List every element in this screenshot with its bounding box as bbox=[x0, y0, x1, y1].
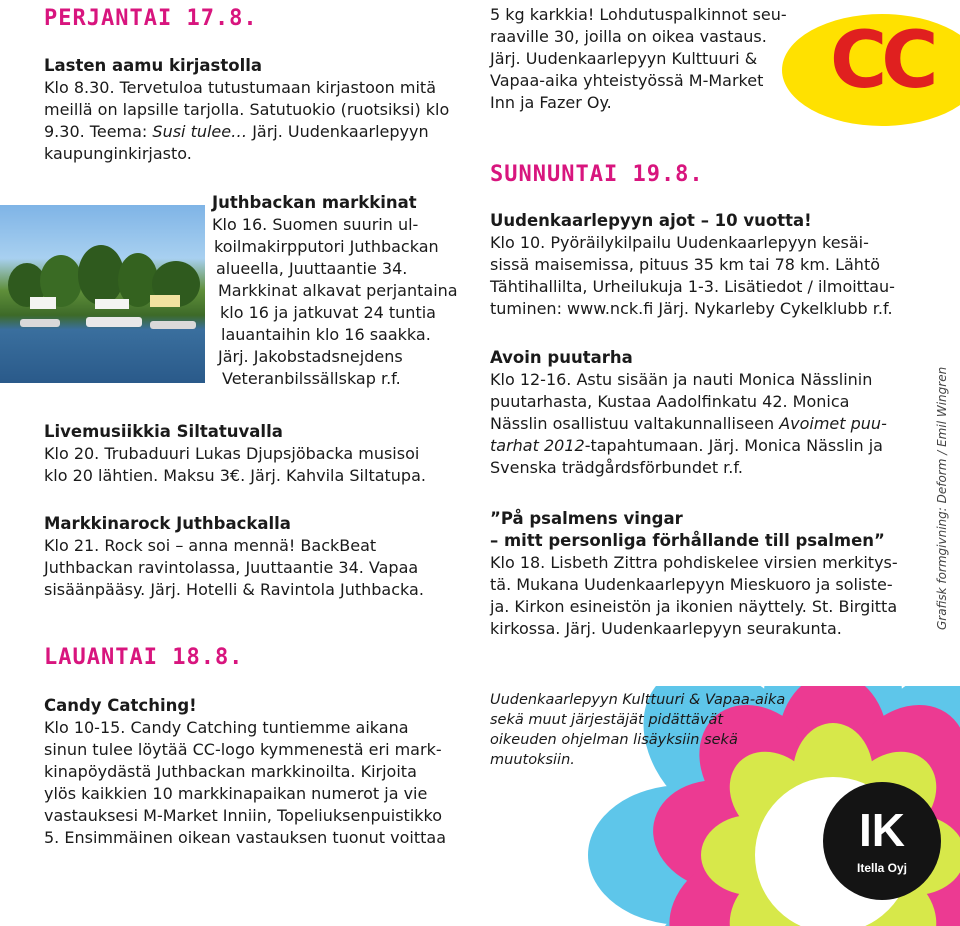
event-text-line: ja. Kirkon esineistön ja ikonien näyttely. St. Birgitta bbox=[490, 597, 898, 616]
event-text-line bbox=[44, 121, 464, 143]
event-avoin-puutarha bbox=[490, 347, 910, 479]
design-credit: Grafisk formgivning: Deform / Emil Wingren bbox=[935, 366, 949, 630]
event-title: ”På psalmens vingar bbox=[490, 509, 683, 528]
text-part: Nässlin osallistuu valtakunnalliseen bbox=[490, 414, 780, 433]
event-text-line: Inn ja Fazer Oy. bbox=[490, 93, 612, 112]
disclaimer bbox=[490, 690, 810, 770]
event-text-line: kirkossa. Järj. Uudenkaarlepyyn seurakunta. bbox=[490, 619, 842, 638]
cc-logo-text: CC bbox=[830, 16, 933, 106]
itella-logo-name: Itella Oyj bbox=[856, 861, 908, 875]
event-text-line: Klo 16. Suomen suurin ul- bbox=[212, 215, 419, 234]
market-photo bbox=[0, 205, 205, 383]
event-uudenkaarlepyyn-ajot bbox=[490, 210, 910, 320]
event-text-line: kinapöydästä Juthbackan markkinoilta. Kirjoita bbox=[44, 762, 417, 781]
event-text-line: klo 16 ja jatkuvat 24 tuntia bbox=[220, 303, 436, 322]
event-candy-catching-continued bbox=[490, 4, 790, 114]
event-text-line: tuminen: www.nck.fi Järj. Nykarleby Cykelklubb r.f. bbox=[490, 299, 893, 318]
event-markkinarock bbox=[44, 513, 464, 601]
event-text-line: Tähtihallilta, Urheilukuja 1-3. Lisätiedot / ilmoittau- bbox=[490, 277, 895, 296]
event-text-line: koilmakirpputori Juthbackan bbox=[214, 237, 439, 256]
event-text-line: alueella, Juuttaantie 34. bbox=[216, 259, 408, 278]
event-text-line: Klo 8.30. Tervetuloa tutustumaan kirjastoon mitä bbox=[44, 78, 436, 97]
day-heading-friday: PERJANTAI 17.8. bbox=[44, 6, 258, 31]
event-text-line: ylös kaikkien 10 markkinapaikan numerot ja vie bbox=[44, 784, 428, 803]
event-text-line: Järj. Uudenkaarlepyyn Kulttuuri & bbox=[490, 49, 758, 68]
event-text-line bbox=[490, 435, 910, 457]
event-text-line: Klo 18. Lisbeth Zittra pohdiskelee virsien merkitys- bbox=[490, 553, 898, 572]
event-text-line: sisäänpääsy. Järj. Hotelli & Ravintola Juthbacka. bbox=[44, 580, 424, 599]
itella-logo-mark bbox=[823, 782, 941, 900]
italic-title: Avoimet puu- bbox=[779, 414, 887, 433]
event-candy-catching bbox=[44, 695, 464, 849]
disclaimer-line: oikeuden ohjelman lisäyksiin sekä bbox=[490, 732, 738, 748]
event-text-line: Juthbackan ravintolassa, Juuttaantie 34. Vapaa bbox=[44, 558, 419, 577]
text-part: Järj. Uudenkaarlepyyn bbox=[252, 122, 429, 141]
event-juthbackan-markkinat bbox=[212, 192, 482, 390]
event-text-line: Klo 20. Trubaduuri Lukas Djupsjöbacka musisoi bbox=[44, 444, 420, 463]
event-text-line: lauantaihin klo 16 saakka. bbox=[221, 325, 431, 344]
event-text-line: tä. Mukana Uudenkaarlepyyn Mieskuoro ja soliste- bbox=[490, 575, 893, 594]
event-text-line: Järj. Jakobstadsnejdens bbox=[218, 347, 403, 366]
event-text-line: raaville 30, joilla on oikea vastaus. bbox=[490, 27, 767, 46]
event-text-line: Klo 21. Rock soi – anna mennä! BackBeat bbox=[44, 536, 377, 555]
event-subtitle: – mitt personliga förhållande till psalmen” bbox=[490, 531, 885, 550]
day-heading-sunday: SUNNUNTAI 19.8. bbox=[490, 162, 704, 187]
event-text-line: klo 20 lähtien. Maksu 3€. Järj. Kahvila Siltatupa. bbox=[44, 466, 426, 485]
text-part: -tapahtumaan. Järj. Monica Nässlin ja bbox=[584, 436, 883, 455]
event-text-line bbox=[490, 413, 910, 435]
event-title: Candy Catching! bbox=[44, 696, 197, 715]
event-title: Juthbackan markkinat bbox=[212, 193, 417, 212]
event-text-line: sinun tulee löytää CC-logo kymmenestä eri mark- bbox=[44, 740, 442, 759]
event-pa-psalmens-vingar bbox=[490, 508, 910, 640]
itella-logo-letters: IK bbox=[859, 804, 905, 856]
event-title: Lasten aamu kirjastolla bbox=[44, 56, 263, 75]
event-text-line: meillä on lapsille tarjolla. Satutuokio (ruotsiksi) klo bbox=[44, 100, 450, 119]
event-text-line: Veteranbilssällskap r.f. bbox=[222, 369, 401, 388]
event-text-line: vastauksesi M-Market Inniin, Topeliuksenpuistikko bbox=[44, 806, 443, 825]
itella-logo bbox=[823, 782, 941, 900]
day-heading-saturday: LAUANTAI 18.8. bbox=[44, 645, 244, 670]
event-lasten-aamu bbox=[44, 55, 464, 165]
event-title: Markkinarock Juthbackalla bbox=[44, 514, 291, 533]
disclaimer-line: sekä muut järjestäjät pidättävät bbox=[490, 712, 724, 728]
event-text-line: Klo 10. Pyöräilykilpailu Uudenkaarlepyyn kesäi- bbox=[490, 233, 869, 252]
event-text-line: sissä maisemissa, pituus 35 km tai 78 km. Lähtö bbox=[490, 255, 880, 274]
event-text-line: puutarhasta, Kustaa Aadolfinkatu 42. Monica bbox=[490, 392, 850, 411]
event-title: Uudenkaarlepyyn ajot – 10 vuotta! bbox=[490, 211, 812, 230]
disclaimer-line: Uudenkaarlepyyn Kulttuuri & Vapaa-aika bbox=[490, 692, 786, 708]
italic-title: Susi tulee… bbox=[152, 122, 253, 141]
event-text-line: 5. Ensimmäinen oikean vastauksen tuonut voittaa bbox=[44, 828, 447, 847]
event-livemusiikkia bbox=[44, 421, 464, 487]
event-text-line: Svenska trädgårdsförbundet r.f. bbox=[490, 458, 743, 477]
event-text-line: Klo 12-16. Astu sisään ja nauti Monica Nässlinin bbox=[490, 370, 873, 389]
event-text-line: kaupunginkirjasto. bbox=[44, 144, 192, 163]
event-title: Livemusiikkia Siltatuvalla bbox=[44, 422, 283, 441]
event-text-line: 5 kg karkkia! Lohdutuspalkinnot seu- bbox=[490, 5, 787, 24]
italic-title: tarhat 2012 bbox=[490, 436, 585, 455]
event-title: Avoin puutarha bbox=[490, 348, 633, 367]
candy-catching-logo bbox=[782, 14, 960, 126]
event-text-line: Vapaa-aika yhteistyössä M-Market bbox=[490, 71, 764, 90]
event-text-line: Markkinat alkavat perjantaina bbox=[218, 281, 458, 300]
event-text-line: Klo 10-15. Candy Catching tuntiemme aikana bbox=[44, 718, 409, 737]
text-part: 9.30. Teema: bbox=[44, 122, 153, 141]
disclaimer-line: muutoksiin. bbox=[490, 752, 575, 768]
